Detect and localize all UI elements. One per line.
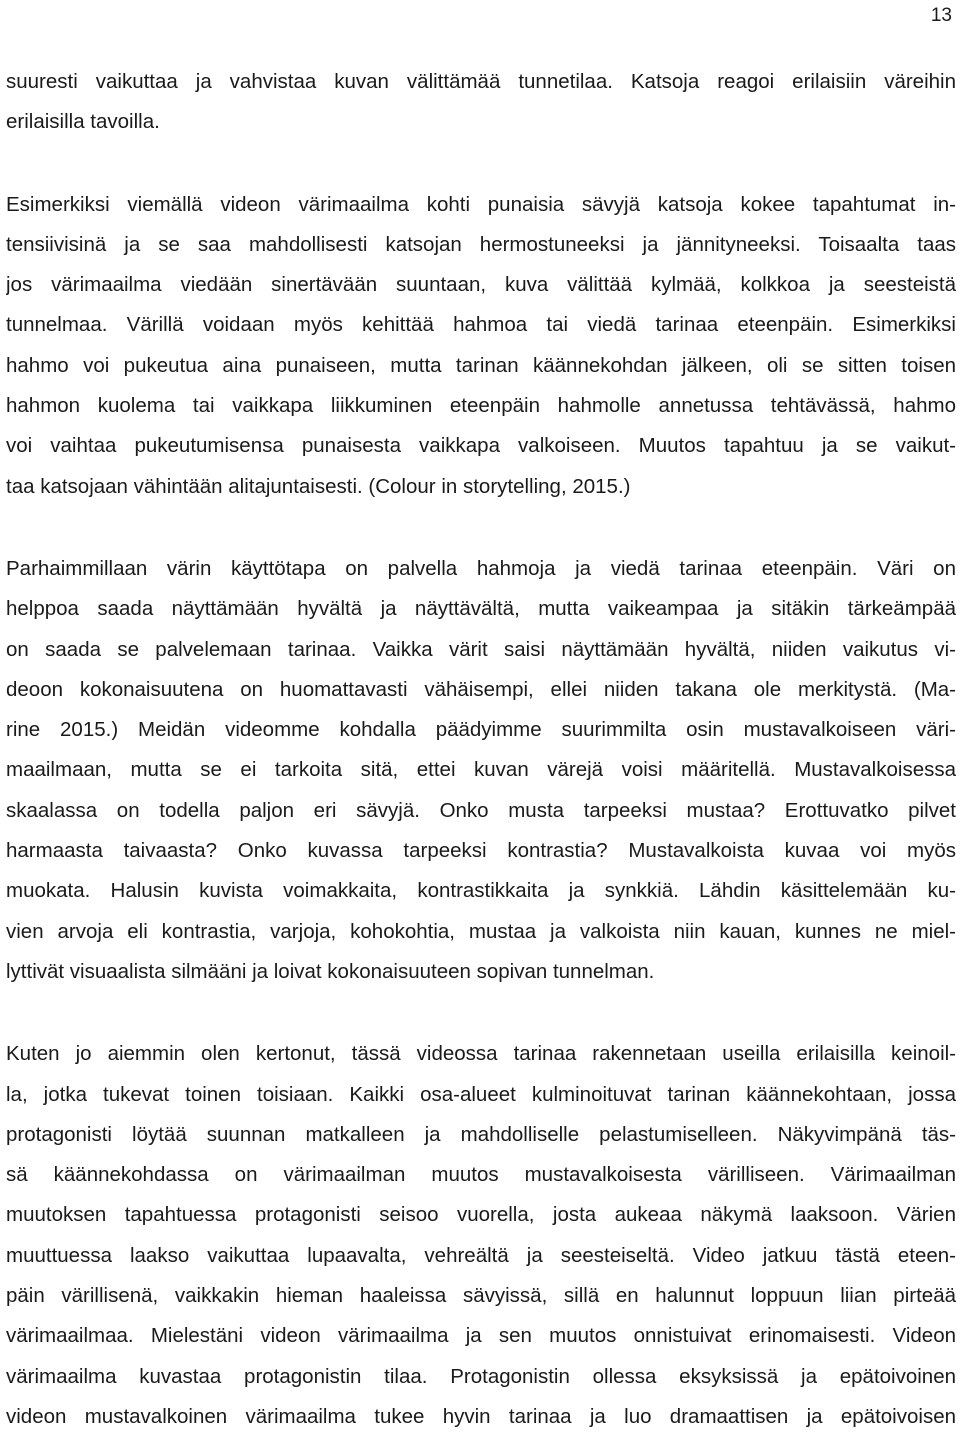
paragraph (6, 185, 956, 507)
text-line: voi vaihtaa pukeutumisensa punaisesta vaikkapa valkoiseen. Muutos tapahtuu ja se vaikut- (6, 434, 956, 458)
text-line: muutoksen tapahtuessa protagonisti seisoo vuorella, josta aukeaa näkymä laaksoon. Värien (6, 1203, 956, 1227)
text-line: helppoa saada näyttämään hyvältä ja näyttävältä, mutta vaikeampaa ja sitäkin tärkeämpää (6, 597, 956, 621)
text-line: muokata. Halusin kuvista voimakkaita, kontrastikkaita ja synkkiä. Lähdin käsittelemään ku- (6, 879, 956, 903)
text-line: skaalassa on todella paljon eri sävyjä. Onko musta tarpeeksi mustaa? Erottuvatko pilvet (6, 798, 956, 822)
text-line: on saada se palvelemaan tarinaa. Vaikka värit saisi näyttämään hyvältä, niiden vaikutus vi- (6, 637, 956, 661)
text-line: videon mustavalkoinen värimaailma tukee hyvin tarinaa ja luo dramaattisen ja epätoivoisen (6, 1404, 956, 1428)
text-line: tensiivisinä ja se saa mahdollisesti katsojan hermostuneeksi ja jännityneeksi. Toisaalta taas (6, 232, 956, 256)
text-line: värimaailmaa. Mielestäni videon värimaailma ja sen muutos onnistuivat erinomaisesti. Videon (6, 1324, 956, 1348)
text-line: taa katsojaan vähintään alitajuntaisesti. (Colour in storytelling, 2015.) (6, 474, 631, 498)
text-line: Esimerkiksi viemällä videon värimaailma kohti punaisia sävyjä katsoja kokee tapahtumat in- (6, 192, 956, 216)
text-line: la, jotka tukevat toinen toisiaan. Kaikki osa-alueet kulminoituvat tarinan käännekohtaan, jossa (6, 1082, 956, 1106)
text-line: erilaisilla tavoilla. (6, 110, 160, 134)
paragraph-gap (6, 507, 956, 549)
text-line: harmaasta taivaasta? Onko kuvassa tarpeeksi kontrastia? Mustavalkoista kuvaa voi myös (6, 839, 956, 863)
page-number: 13 (930, 5, 952, 26)
paragraph (6, 1034, 956, 1437)
document-body (6, 62, 956, 1437)
text-line: värimaailma kuvastaa protagonistin tilaa. Protagonistin ollessa eksyksissä ja epätoivoinen (6, 1364, 956, 1388)
paragraph-gap (6, 992, 956, 1034)
paragraph (6, 62, 956, 143)
text-line: deoon kokonaisuutena on huomattavasti vähäisempi, ellei niiden takana ole merkitystä. (Ma- (6, 677, 956, 701)
text-line: tunnelmaa. Värillä voidaan myös kehittää hahmoa tai viedä tarinaa eteenpäin. Esimerkiksi (6, 313, 956, 337)
text-line: sä käännekohdassa on värimaailman muutos mustavalkoisesta värilliseen. Värimaailman (6, 1163, 956, 1187)
text-line: päin värillisenä, vaikkakin hieman haaleissa sävyissä, sillä en halunnut loppuun liian pirteää (6, 1284, 956, 1308)
text-line: maailmaan, mutta se ei tarkoita sitä, ettei kuvan värejä voisi määritellä. Mustavalkoisessa (6, 758, 956, 782)
text-line: vien arvoja eli kontrastia, varjoja, kohokohtia, mustaa ja valkoista niin kauan, kunnes ne miel- (6, 919, 956, 943)
paragraph (6, 549, 956, 992)
text-line: hahmon kuolema tai vaikkapa liikkuminen eteenpäin hahmolle annetussa tehtävässä, hahmo (6, 394, 956, 418)
text-line: rine 2015.) Meidän videomme kohdalla päädyimme suurimmilta osin mustavalkoiseen väri- (6, 718, 956, 742)
paragraph-gap (6, 143, 956, 185)
text-line: jos värimaailma viedään sinertävään suuntaan, kuva välittää kylmää, kolkkoa ja seesteistä (6, 273, 956, 297)
text-line: muuttuessa laakso vaikuttaa lupaavalta, vehreältä ja seesteiseltä. Video jatkuu tästä eteen- (6, 1243, 956, 1267)
text-line: lyttivät visuaalista silmääni ja loivat kokonaisuuteen sopivan tunnelman. (6, 959, 655, 983)
text-line: hahmo voi pukeutua aina punaiseen, mutta tarinan käännekohdan jälkeen, oli se sitten toisen (6, 353, 956, 377)
text-line: suuresti vaikuttaa ja vahvistaa kuvan välittämää tunnetilaa. Katsoja reagoi erilaisiin väreihin (6, 70, 956, 93)
text-line: protagonisti löytää suunnan matkalleen ja mahdolliselle pelastumiselleen. Näkyvimpänä täs- (6, 1122, 956, 1146)
text-line: Parhaimmillaan värin käyttötapa on palvella hahmoja ja viedä tarinaa eteenpäin. Väri on (6, 556, 956, 580)
text-line: Kuten jo aiemmin olen kertonut, tässä videossa tarinaa rakennetaan useilla erilaisilla keinoil- (6, 1042, 956, 1066)
